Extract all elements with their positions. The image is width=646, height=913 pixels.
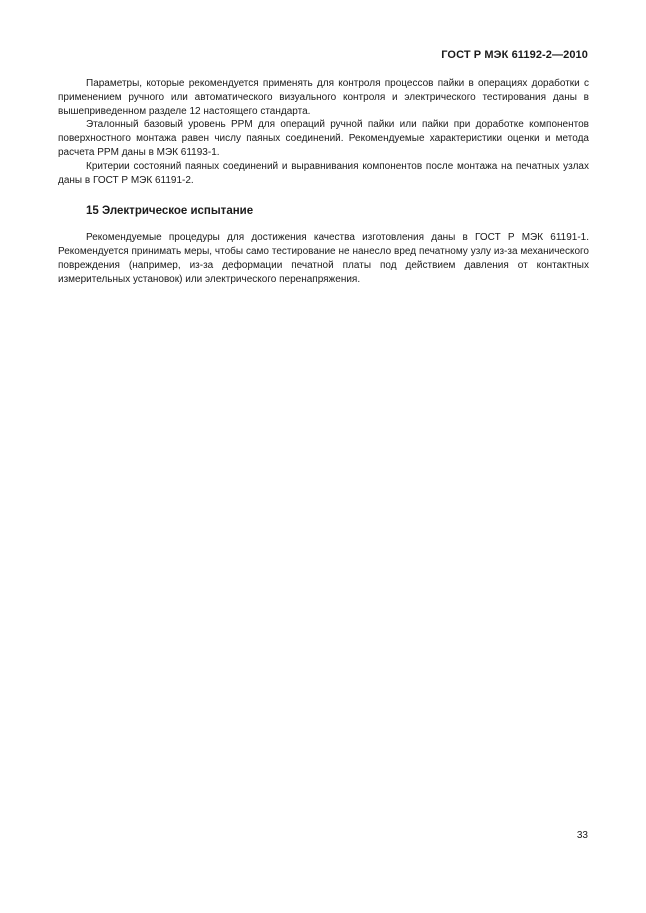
paragraph-soldering-parameters: Параметры, которые рекомендуется применять для контроля процессов пайки в операциях доработки с применением ручного или автоматического визуального контроля и электрического тестирования даны в вышеприведенном разделе 12 настоящего стандарта. [58, 78, 589, 117]
document-header: ГОСТ Р МЭК 61192-2—2010 [441, 49, 588, 61]
page-content [58, 77, 589, 287]
section-15-title: 15 Электрическое испытание [86, 205, 254, 218]
paragraph-ppm-baseline: Эталонный базовый уровень PPM для операций ручной пайки или пайки при доработке компонентов поверхностного монтажа равен числу паяных соединений. Рекомендуемые характеристики оценки и метода расчета PPM даны в МЭК 61193-1. [58, 119, 589, 158]
page-number: 33 [576, 830, 588, 841]
section-15-body [58, 231, 589, 286]
paragraph-electrical-testing: Рекомендуемые процедуры для достижения качества изготовления даны в ГОСТ Р МЭК 61191-1. Рекомендуется принимать меры, чтобы само тестирование не нанесло вред печатному узлу из-за механического повреждения (например, из-за деформации печатной платы под действием давления от контактных измерительных установок) или электрического перенапряжения. [58, 232, 589, 285]
paragraph-joint-criteria: Критерии состояний паяных соединений и выравнивания компонентов после монтажа на печатных узлах даны в ГОСТ Р МЭК 61191-2. [58, 160, 589, 186]
